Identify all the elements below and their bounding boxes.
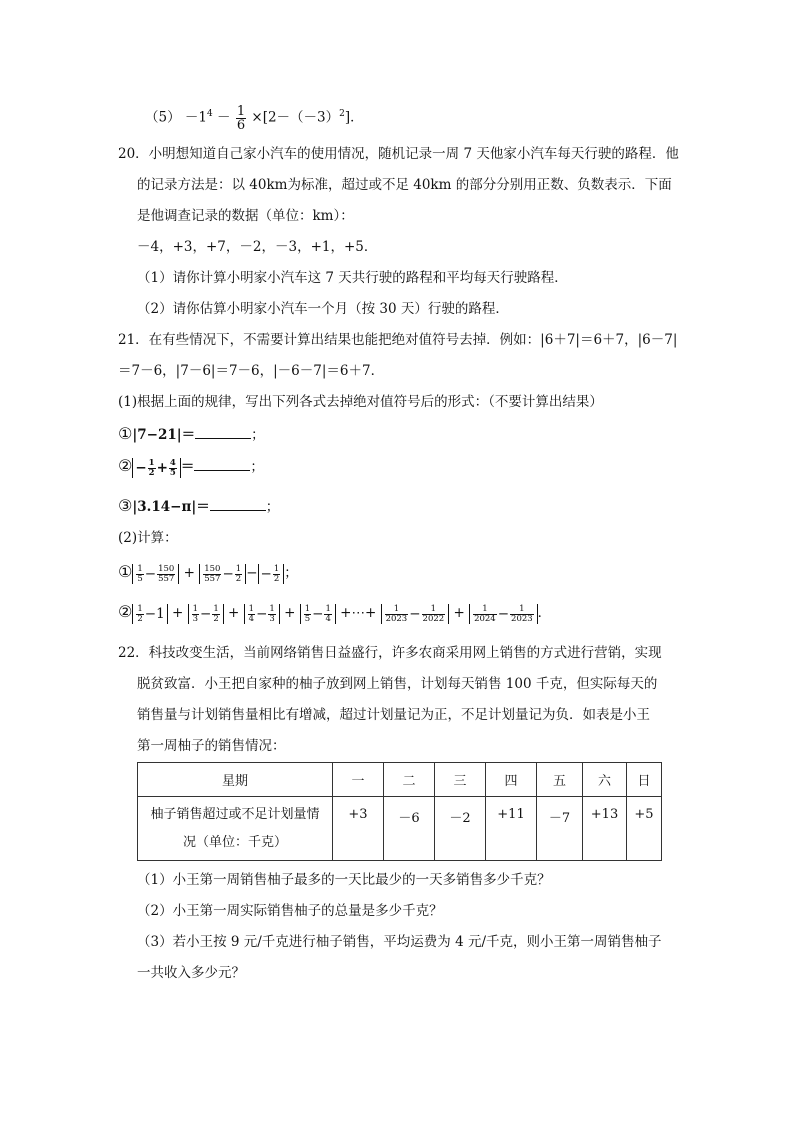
q21-calc2-abs-2: $\frac{1}{3}$ − $\frac{1}{2}$ [188,604,224,624]
q21-expr-1: |7−21|＝ [132,427,196,443]
q21-calc1-abs-c: − $\frac{1}{2}$ [258,564,285,584]
table-value: +3 [333,797,384,861]
table-header-label: 星期 [138,763,333,797]
q20-data: －4，+3，+7，－2，－3，+1，+5． [137,239,378,255]
q21-line-1: 21．在有些情况下，不需要计算出结果也能把绝对值符号去掉．例如：|6＋7|＝6＋7，|6－7| [118,332,678,348]
q21-semi-2: ； [250,459,264,475]
q19-5-frac-num: 1 [236,103,246,119]
q19-5-minus: － [217,109,231,126]
q21-calc2-dot: ． [537,605,552,621]
table-row-label [138,797,333,861]
q21-part-1: (1)根据上面的规律，写出下列各式去掉绝对值符号后的形式：（不要计算出结果） [118,394,603,410]
table-day: 三 [435,763,486,797]
q22-line-4: 第一周柚子的销售情况： [137,738,286,754]
q21-calc-2: ② $\frac{1}{2}$ −1 + $\frac{1}{3}$ − $\frac{1}{2}$ + $\frac{1}{4}$ − $\frac{1}{3}$ + $\frac{1}{5}$ − $\frac{1}{4}$ +⋯+ $\frac{1}{2023}$ − $\frac{1}{2022}$ + $\frac{1}{2024}$ − $\frac{1}{2023}$ ． [118,602,552,624]
q21-blank-2 [194,456,250,471]
table-value: －7 [537,797,583,861]
q20-sub-2: （2）请你估算小明家小汽车一个月（按 30 天）行驶的路程． [137,301,509,317]
q21-line-2: ＝7－6，|7－6|＝7－6，|－6－7|＝6＋7． [118,363,385,379]
q21-item-3 [118,496,279,517]
table-row [138,797,662,861]
q21-calc2-abs-4: $\frac{1}{5}$ − $\frac{1}{4}$ [300,604,336,624]
q21-calc-1: ① $\frac{1}{5}$ − $\frac{150}{557}$ + $\frac{150}{557}$ − $\frac{1}{2}$ − − $\frac{1}{2}$ ； [118,562,298,584]
q21-calc1-abs-a: $\frac{1}{5}$ − $\frac{150}{557}$ [132,564,179,584]
table-value: +5 [627,797,662,861]
q22-sub-3: （3）若小王按 9 元/千克进行柚子销售，平均运费为 4 元/千克，则小王第一周销售柚子 [137,934,662,950]
sales-table [137,762,662,861]
table-value: +13 [583,797,627,861]
q20-line-1: 20．小明想知道自己家小汽车的使用情况，随机记录一周 7 天他家小汽车每天行驶的路程．他 [118,146,679,162]
q21-calc2-abs-3: $\frac{1}{4}$ − $\frac{1}{3}$ [244,604,280,624]
q19-5-label: （5） [145,109,181,126]
q21-circle-3: ③ [118,496,133,515]
q21-part-2: (2)计算： [118,530,178,546]
q19-5-post: ×[2－（－3） [251,109,340,126]
table-value: －6 [384,797,435,861]
q22-sub-2: （2）小王第一周实际销售柚子的总量是多少千克？ [137,903,443,919]
q22-sub-3b: 一共收入多少元？ [137,965,245,981]
q21-frac-4-5: $\frac{4}{5}$ [169,457,176,478]
q20-line-3: 是他调查记录的数据（单位：km）： [137,208,354,224]
q19-5-pre: －1 [184,109,207,126]
table-value: +11 [486,797,537,861]
q22-line-3: 销售量与计划销售量相比有增减，超过计划量记为正，不足计划量记为负．如表是小王 [137,707,650,723]
table-day: 日 [627,763,662,797]
table-row-label-1: 柚子销售超过或不足计划量情 [150,806,320,822]
q19-5-frac-den: 6 [236,117,246,133]
q19-5-expression [145,104,364,132]
q21-calc2-abs-6: $\frac{1}{2024}$ − $\frac{1}{2023}$ [469,604,538,624]
q19-5-exp: 4 [206,109,213,119]
table-day: 五 [537,763,583,797]
q21-blank-3 [210,496,266,511]
q21-abs-2: − $\frac{1}{2}$ + $\frac{4}{5}$ [132,458,180,478]
table-value: －2 [435,797,486,861]
table-day: 二 [384,763,435,797]
q19-5-fraction [236,105,246,132]
q21-calc2-abs-1: $\frac{1}{2}$ −1 [132,604,167,624]
q22-line-1: 22．科技改变生活，当前网络销售日益盛行，许多农商采用网上销售的方式进行营销，实现 [118,645,662,661]
q22-line-2: 脱贫致富．小王把自家种的柚子放到网上销售，计划每天销售 100 千克，但实际每天的 [137,676,658,692]
q21-semi-1: ； [251,427,265,443]
q20-line-2: 的记录方法是：以 40km为标准，超过或不足 40km 的部分分别用正数、负数表示．下面 [137,177,672,193]
q21-calc-circle-1: ① [118,562,133,581]
q21-expr-3: |3.14−π|＝ [132,499,210,515]
table-day: 四 [486,763,537,797]
q21-calc1-semi: ； [284,565,298,581]
q21-blank-1 [195,424,251,439]
q21-semi-3: ； [265,499,280,515]
q20-sub-1: （1）请你计算小明家小汽车这 7 天共行驶的路程和平均每天行驶路程． [137,270,568,286]
q21-calc-circle-2: ② [118,602,133,621]
q21-calc2-abs-5: $\frac{1}{2023}$ − $\frac{1}{2022}$ [381,604,450,624]
q21-frac-1-2: $\frac{1}{2}$ [148,457,155,478]
q19-5-exp2: 2 [339,109,345,119]
q21-circle-2: ② [118,456,133,475]
table-day: 六 [583,763,627,797]
table-header-row [138,763,662,797]
table-row-label-2: 况（单位：千克） [182,834,287,850]
q22-sub-1: （1）小王第一周销售柚子最多的一天比最少的一天多销售多少千克？ [137,872,551,888]
q19-5-end: ]． [344,109,364,126]
q21-circle-1: ① [118,424,133,443]
table-day: 一 [333,763,384,797]
q21-item-1 [118,424,265,445]
q21-item-2: ② − $\frac{1}{2}$ + $\frac{4}{5}$ ＝ ； [118,456,264,478]
q21-calc1-abs-b: $\frac{150}{557}$ − $\frac{1}{2}$ [199,564,246,584]
